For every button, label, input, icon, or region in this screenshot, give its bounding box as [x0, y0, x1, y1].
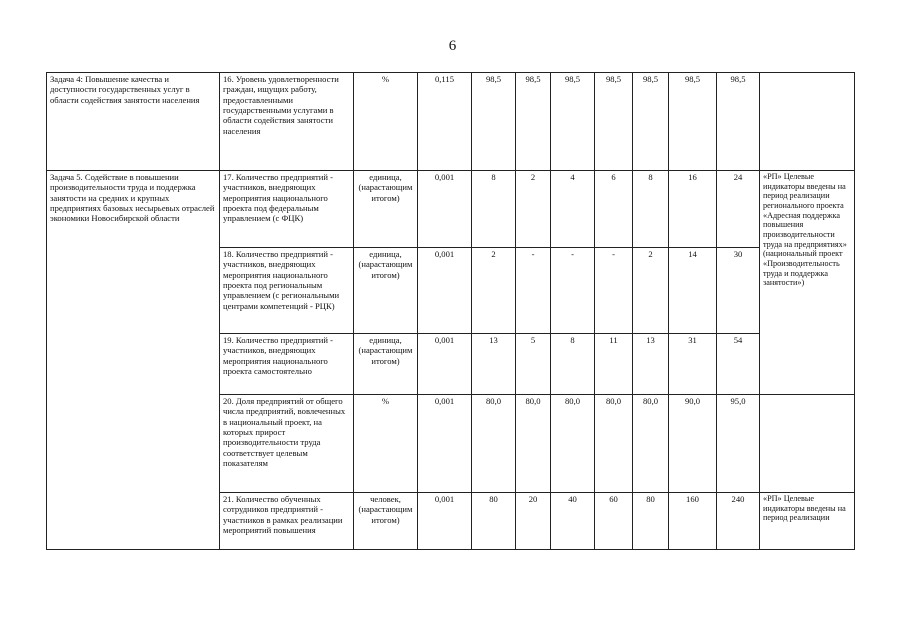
value-cell: - [595, 248, 633, 334]
value-cell: 16 [669, 171, 717, 248]
value-cell: 240 [717, 493, 760, 550]
value-cell: 98,5 [595, 73, 633, 171]
value-cell: 98,5 [516, 73, 551, 171]
unit-cell: единица, (нарастающим итогом) [354, 334, 418, 395]
value-cell: 80,0 [595, 395, 633, 493]
indicator-cell: 21. Количество обученных сотрудников предприятий - участников в рамках реализации мероприятий повышения [220, 493, 354, 550]
value-cell: 160 [669, 493, 717, 550]
value-cell: 30 [717, 248, 760, 334]
value-cell: 98,5 [669, 73, 717, 171]
weight-cell: 0,001 [418, 334, 472, 395]
value-cell: 98,5 [551, 73, 595, 171]
value-cell: 2 [516, 171, 551, 248]
unit-cell: единица, (нарастающим итогом) [354, 248, 418, 334]
value-cell: 6 [595, 171, 633, 248]
table-row [47, 171, 855, 248]
value-cell: 31 [669, 334, 717, 395]
note-cell [760, 395, 855, 493]
value-cell: 11 [595, 334, 633, 395]
task-cell: Задача 4: Повышение качества и доступности государственных услуг в области содействия занятости населения [47, 73, 220, 171]
value-cell: 2 [472, 248, 516, 334]
indicator-cell: 19. Количество предприятий - участников, внедряющих мероприятия национального проекта самостоятельно [220, 334, 354, 395]
value-cell: 80,0 [472, 395, 516, 493]
value-cell: 20 [516, 493, 551, 550]
value-cell: 4 [551, 171, 595, 248]
weight-cell: 0,001 [418, 395, 472, 493]
page-number: 6 [448, 38, 457, 54]
indicator-cell: 20. Доля предприятий от общего числа предприятий, вовлеченных в национальный проект, на которых прирост производительности труда соответствует целевым показателям [220, 395, 354, 493]
unit-cell: единица, (нарастающим итогом) [354, 171, 418, 248]
value-cell: 80,0 [516, 395, 551, 493]
weight-cell: 0,001 [418, 493, 472, 550]
indicator-cell: 16. Уровень удовлетворенности граждан, ищущих работу, предоставленными государственными услугами в области содействия занятости населения [220, 73, 354, 171]
indicator-cell: 17. Количество предприятий - участников, внедряющих мероприятия национального проекта под федеральным управлением (с ФЦК) [220, 171, 354, 248]
note-cell: «РП» Целевые индикаторы введены на период реализации регионального проекта «Адресная поддержка повышения производительности труда на предприятиях» (национальный проект «Производительность труда и поддержка занятости») [760, 171, 855, 395]
unit-cell: % [354, 73, 418, 171]
table-row [47, 73, 855, 171]
value-cell: - [516, 248, 551, 334]
value-cell: 98,5 [633, 73, 669, 171]
value-cell: 80,0 [551, 395, 595, 493]
value-cell: 2 [633, 248, 669, 334]
value-cell: 8 [472, 171, 516, 248]
value-cell: 5 [516, 334, 551, 395]
note-cell: «РП» Целевые индикаторы введены на период реализации [760, 493, 855, 550]
value-cell: 8 [551, 334, 595, 395]
value-cell: 13 [472, 334, 516, 395]
indicators-table [46, 72, 855, 550]
value-cell: - [551, 248, 595, 334]
value-cell: 8 [633, 171, 669, 248]
weight-cell: 0,001 [418, 248, 472, 334]
value-cell: 95,0 [717, 395, 760, 493]
value-cell: 80 [633, 493, 669, 550]
value-cell: 13 [633, 334, 669, 395]
weight-cell: 0,115 [418, 73, 472, 171]
value-cell: 90,0 [669, 395, 717, 493]
value-cell: 80,0 [633, 395, 669, 493]
value-cell: 40 [551, 493, 595, 550]
weight-cell: 0,001 [418, 171, 472, 248]
value-cell: 80 [472, 493, 516, 550]
value-cell: 60 [595, 493, 633, 550]
unit-cell: % [354, 395, 418, 493]
note-cell [760, 73, 855, 171]
task-cell: Задача 5. Содействие в повышении производительности труда и поддержка занятости на средних и крупных предприятиях базовых несырьевых отраслей экономики Новосибирской области [47, 171, 220, 550]
value-cell: 54 [717, 334, 760, 395]
unit-cell: человек, (нарастающим итогом) [354, 493, 418, 550]
indicator-cell: 18. Количество предприятий - участников, внедряющих мероприятия национального проекта под региональным управлением (с региональными центрами компетенций - РЦК) [220, 248, 354, 334]
value-cell: 98,5 [717, 73, 760, 171]
value-cell: 24 [717, 171, 760, 248]
value-cell: 14 [669, 248, 717, 334]
value-cell: 98,5 [472, 73, 516, 171]
